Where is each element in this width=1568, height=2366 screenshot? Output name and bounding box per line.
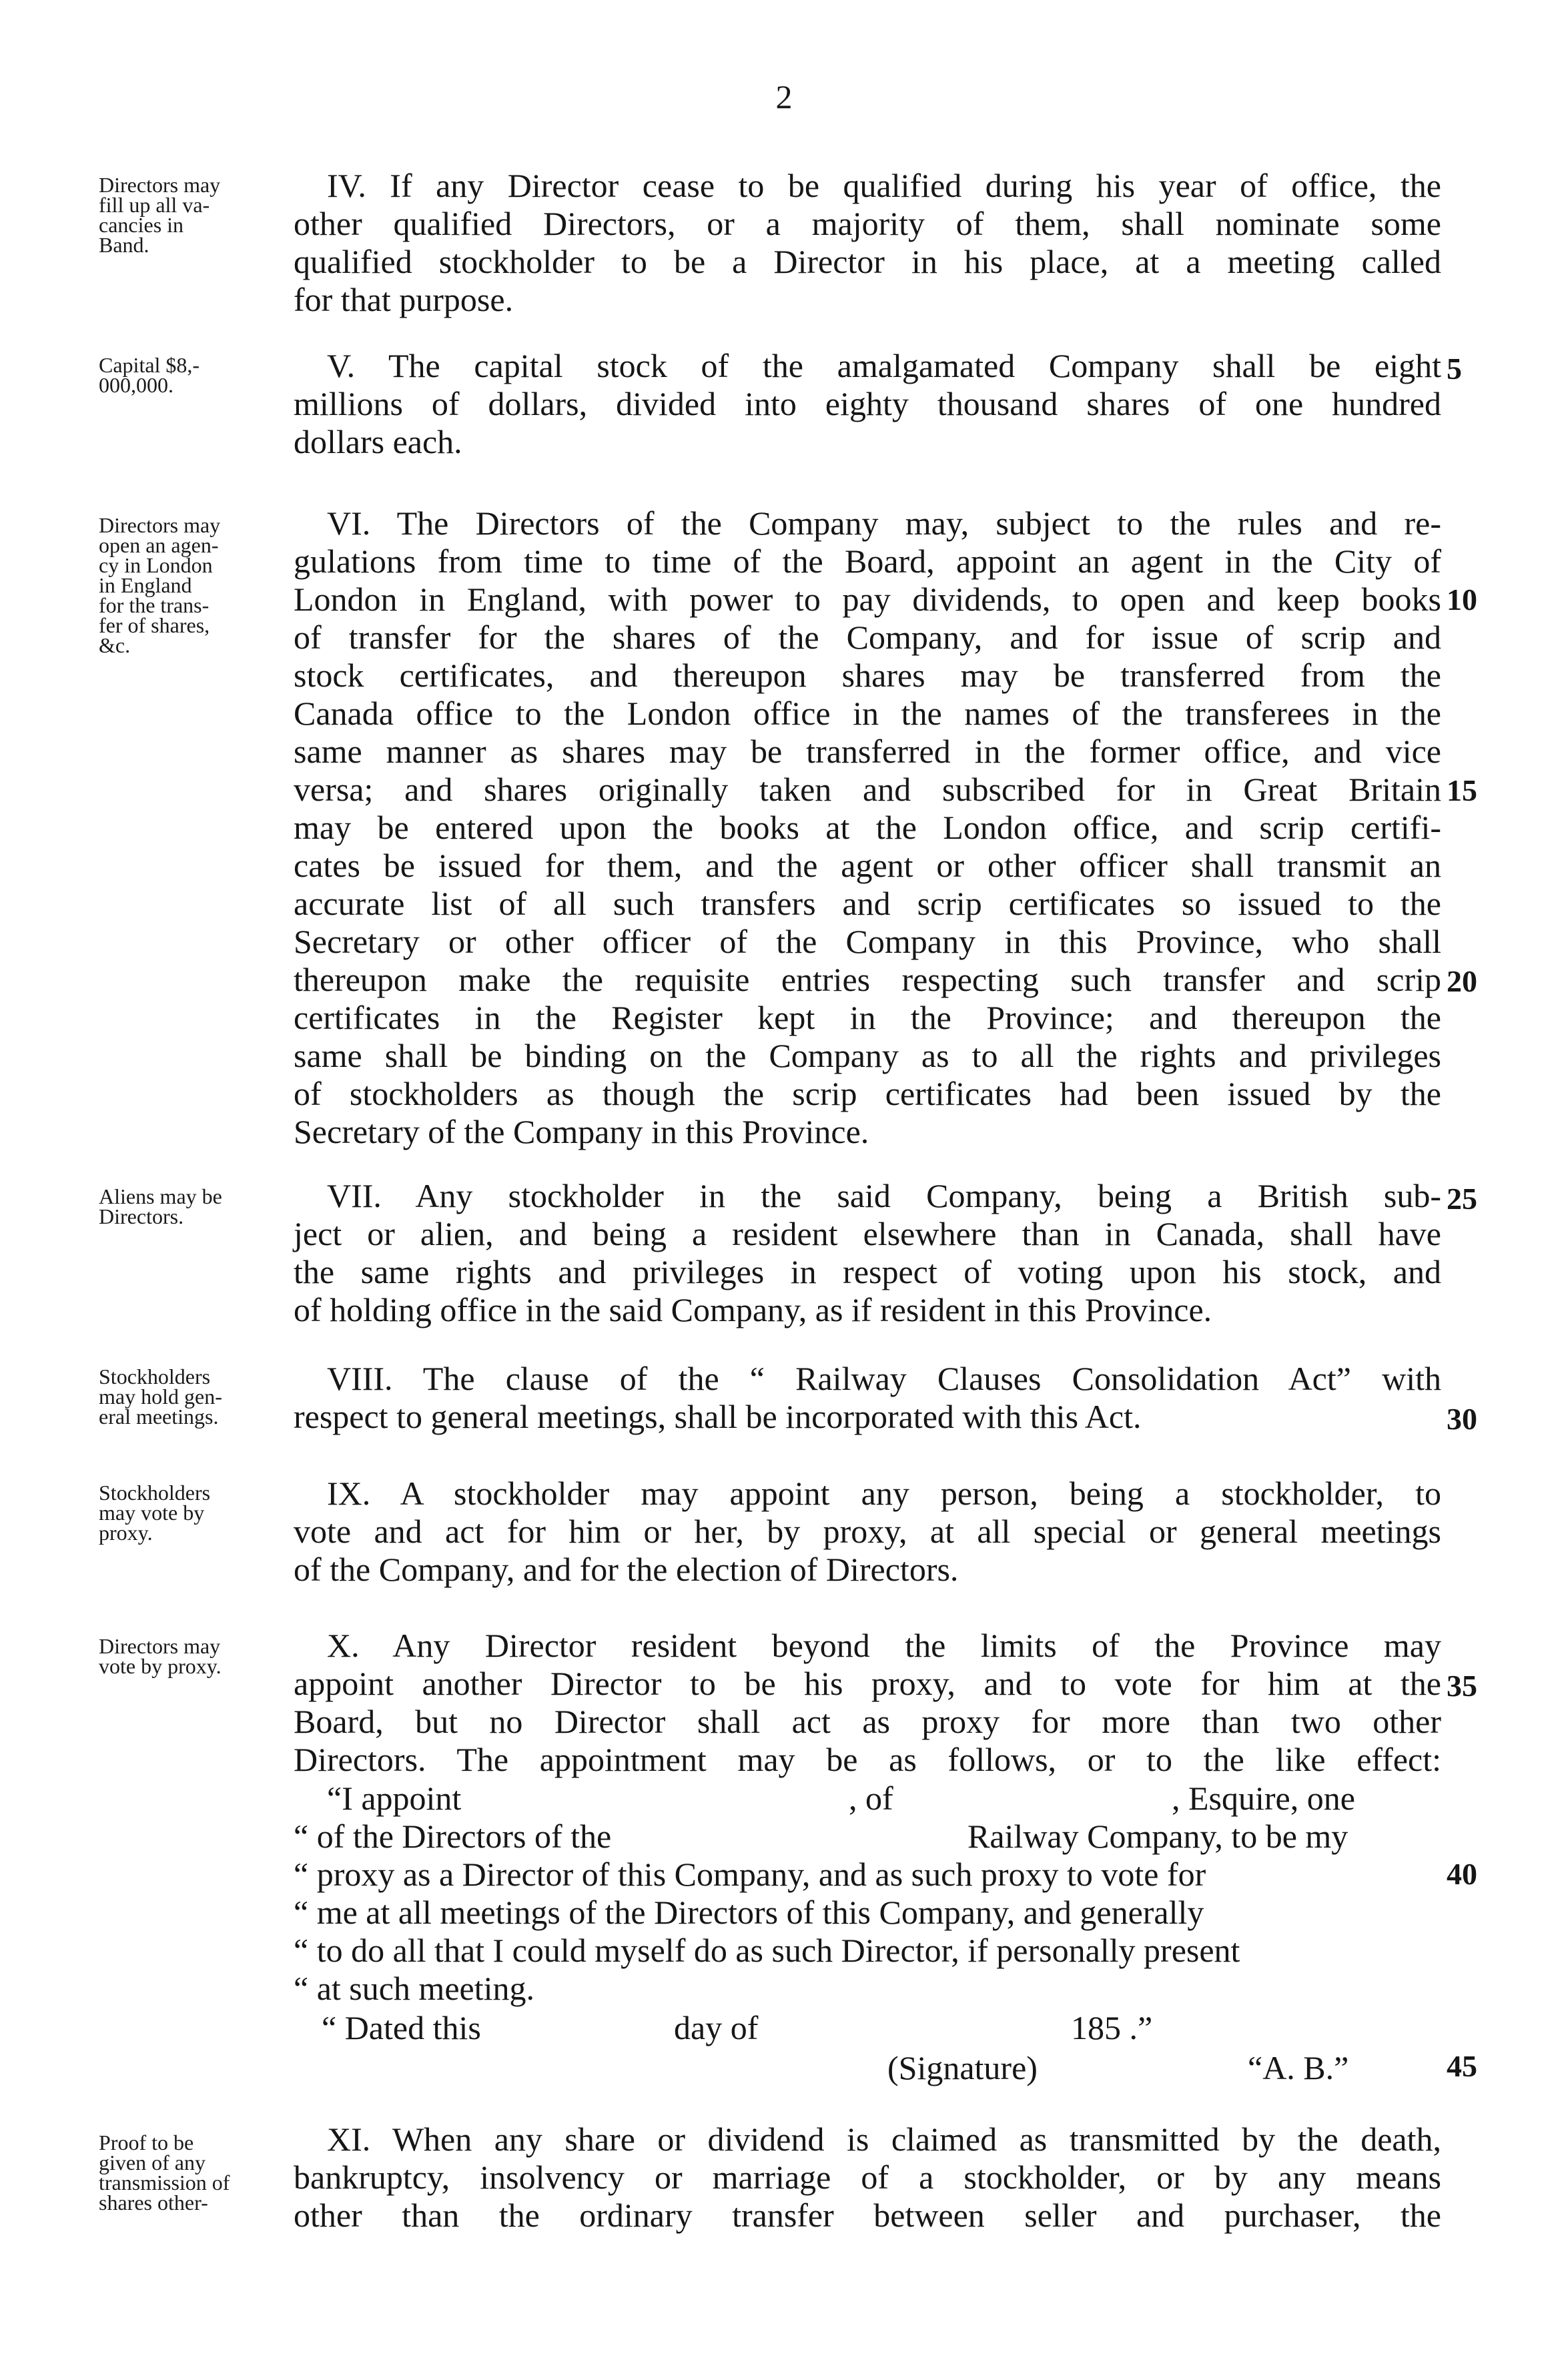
line-number-20: 20: [1447, 964, 1477, 998]
text-line: VI. The Directors of the Company may, subject to the rules and re-: [327, 504, 1441, 542]
margin-note-line: Stockholders: [99, 1481, 211, 1505]
margin-note-director-proxy: [99, 1636, 282, 1676]
margin-note-line: for the trans-: [99, 593, 210, 617]
text-line: of stockholders as though the scrip certificates had been issued by the: [294, 1075, 1441, 1112]
text-line: VIII. The clause of the “ Railway Clauses Consolidation Act” with: [327, 1360, 1441, 1397]
margin-note-line: cancies in: [99, 213, 184, 237]
text-line: respect to general meetings, shall be incorporated with this Act.: [294, 1398, 1142, 1435]
margin-note-line: in England: [99, 573, 192, 597]
text-line: gulations from time to time of the Board, appoint an agent in the City of: [294, 542, 1441, 580]
line-number-40: 40: [1447, 1857, 1477, 1891]
text-line: Canada office to the London office in the names of the transferees in the: [294, 695, 1441, 732]
text-line: millions of dollars, divided into eighty thousand shares of one hundred: [294, 385, 1441, 422]
text-line: accurate list of all such transfers and scrip certificates so issued to the: [294, 885, 1441, 922]
margin-note-line: 000,000.: [99, 373, 173, 397]
text-line: stock certificates, and thereupon shares may be transferred from the: [294, 657, 1441, 694]
text-line: ject or alien, and being a resident elsewhere than in Canada, shall have: [294, 1215, 1441, 1252]
line-number-35: 35: [1447, 1669, 1477, 1703]
form-text: , Esquire, one: [1172, 1780, 1355, 1817]
signature-label: (Signature): [887, 2049, 1038, 2086]
section-x: [294, 1627, 1441, 1779]
margin-note-proof-transmission: [99, 2132, 282, 2213]
text-line: IV. If any Director cease to be qualified during his year of office, the: [327, 167, 1441, 204]
text-line: London in England, with power to pay dividends, to open and keep books: [294, 580, 1441, 618]
form-text: “ Dated this: [322, 2009, 481, 2046]
line-number-10: 10: [1447, 582, 1477, 617]
text-line: VII. Any stockholder in the said Company, being a British sub-: [327, 1177, 1441, 1214]
section-iv: [294, 167, 1441, 319]
margin-note-line: vote by proxy.: [99, 1654, 222, 1678]
margin-note-line: open an agen-: [99, 533, 219, 557]
text-line: same shall be binding on the Company as to all the rights and privileges: [294, 1037, 1441, 1074]
section-xi: [294, 2120, 1441, 2235]
margin-note-line: transmission of: [99, 2171, 230, 2195]
text-line: thereupon make the requisite entries respecting such transfer and scrip: [294, 961, 1441, 998]
text-line: appoint another Director to be his proxy, and to vote for him at the: [294, 1665, 1441, 1702]
form-text: “ of the Directors of the: [294, 1818, 612, 1855]
text-line: other than the ordinary transfer between seller and purchaser, the: [294, 2197, 1441, 2234]
form-text: 185 .”: [1071, 2009, 1153, 2046]
margin-note-line: Directors may: [99, 1634, 221, 1658]
text-line: X. Any Director resident beyond the limits of the Province may: [327, 1627, 1441, 1664]
form-text: , of: [849, 1780, 893, 1817]
line-number-30: 30: [1447, 1402, 1477, 1436]
margin-note-directors-fill-vacancies: [99, 175, 282, 255]
text-line: dollars each.: [294, 423, 462, 460]
text-line: versa; and shares originally taken and subscribed for in Great Britain: [294, 771, 1441, 808]
text-line: V. The capital stock of the amalgamated Company shall be eight: [327, 347, 1441, 384]
margin-note-line: given of any: [99, 2150, 206, 2175]
text-line: XI. When any share or dividend is claimed as transmitted by the death,: [327, 2120, 1441, 2158]
text-line: of the Company, and for the election of Directors.: [294, 1551, 959, 1588]
text-line: bankruptcy, insolvency or marriage of a stockholder, or by any means: [294, 2158, 1441, 2196]
form-text: “ me at all meetings of the Directors of this Company, and generally: [294, 1894, 1204, 1931]
text-line: qualified stockholder to be a Director in his place, at a meeting called: [294, 243, 1441, 280]
margin-note-aliens-directors: [99, 1186, 282, 1226]
text-line: Directors. The appointment may be as follows, or to the like effect:: [294, 1741, 1441, 1778]
text-line: vote and act for him or her, by proxy, at all special or general meetings: [294, 1513, 1441, 1550]
margin-note-line: shares other-: [99, 2191, 208, 2215]
form-text: day of: [674, 2009, 759, 2046]
text-line: of transfer for the shares of the Company, and for issue of scrip and: [294, 619, 1441, 656]
margin-note-line: Stockholders: [99, 1364, 211, 1389]
section-v: [294, 347, 1441, 461]
form-text: “ at such meeting.: [294, 1970, 534, 2007]
text-line: Secretary or other officer of the Company in this Province, who shall: [294, 923, 1441, 960]
form-text: “ proxy as a Director of this Company, and as such proxy to vote for: [294, 1856, 1206, 1893]
margin-note-line: Capital $8,-: [99, 353, 200, 377]
form-text: Railway Company, to be my: [967, 1818, 1348, 1855]
margin-note-stockholder-proxy: [99, 1483, 282, 1543]
form-text: “ to do all that I could myself do as such Director, if personally present: [294, 1932, 1240, 1969]
text-line: cates be issued for them, and the agent or other officer shall transmit an: [294, 847, 1441, 884]
margin-note-london-agency: [99, 515, 282, 655]
line-number-5: 5: [1447, 352, 1462, 386]
form-text: “I appoint: [327, 1780, 462, 1817]
text-line: Board, but no Director shall act as proxy for more than two other: [294, 1703, 1441, 1740]
text-line: for that purpose.: [294, 281, 514, 318]
text-line: other qualified Directors, or a majority of them, shall nominate some: [294, 205, 1441, 242]
margin-note-line: eral meetings.: [99, 1405, 219, 1429]
line-number-45: 45: [1447, 2049, 1477, 2083]
margin-note-line: Band.: [99, 233, 149, 257]
text-line: of holding office in the said Company, as if resident in this Province.: [294, 1291, 1212, 1328]
margin-note-line: &c.: [99, 633, 131, 657]
margin-note-line: Directors may: [99, 513, 221, 537]
section-vii: [294, 1177, 1441, 1329]
margin-note-line: proxy.: [99, 1521, 153, 1545]
page-number: 2: [775, 78, 793, 115]
text-line: same manner as shares may be transferred in the former office, and vice: [294, 733, 1441, 770]
margin-note-line: cy in London: [99, 553, 213, 577]
section-ix: [294, 1475, 1441, 1589]
text-line: certificates in the Register kept in the Province; and thereupon the: [294, 999, 1441, 1036]
margin-note-line: may vote by: [99, 1501, 205, 1525]
text-line: the same rights and privileges in respect of voting upon his stock, and: [294, 1253, 1441, 1290]
margin-note-capital: [99, 355, 282, 395]
margin-note-line: Proof to be: [99, 2130, 194, 2154]
margin-note-line: Aliens may be: [99, 1184, 222, 1208]
section-viii: [294, 1360, 1441, 1436]
signature-initials: “A. B.”: [1248, 2049, 1349, 2086]
line-number-25: 25: [1447, 1182, 1477, 1216]
margin-note-general-meetings: [99, 1366, 282, 1427]
margin-note-line: may hold gen-: [99, 1385, 222, 1409]
section-vi: [294, 504, 1441, 1151]
text-line: may be entered upon the books at the London office, and scrip certifi-: [294, 809, 1441, 846]
margin-note-line: Directors may: [99, 173, 221, 197]
line-number-15: 15: [1447, 773, 1477, 807]
margin-note-line: fer of shares,: [99, 613, 210, 637]
margin-note-line: Directors.: [99, 1204, 184, 1228]
margin-note-line: fill up all va-: [99, 193, 210, 217]
text-line: IX. A stockholder may appoint any person, being a stockholder, to: [327, 1475, 1441, 1512]
text-line: Secretary of the Company in this Province.: [294, 1113, 869, 1150]
